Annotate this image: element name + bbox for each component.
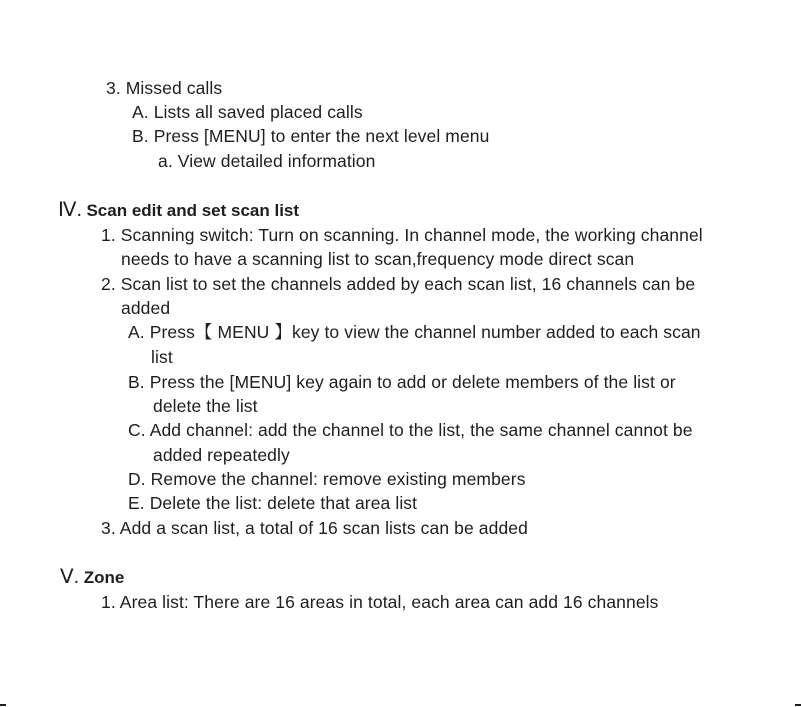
scan-sub-c-line-1: C. Add channel: add the channel to the list, the same channel cannot be: [128, 420, 693, 440]
scan-item-1-line-2: needs to have a scanning list to scan,frequency mode direct scan: [121, 249, 635, 269]
scan-sub-b-line-1: B. Press the [MENU] key again to add or delete members of the list or: [128, 372, 676, 392]
scan-sub-d: D. Remove the channel: remove existing members: [128, 469, 526, 489]
section-5-numeral: Ⅴ.: [60, 566, 80, 588]
scan-item-2-line-1: 2. Scan list to set the channels added by each scan list, 16 channels can be: [101, 274, 696, 294]
section-4-heading: [58, 199, 299, 223]
section-4-numeral: Ⅳ.: [58, 199, 83, 221]
missed-calls-item-b-a: a. View detailed information: [158, 151, 376, 171]
missed-calls-item-a: A. Lists all saved placed calls: [132, 102, 363, 122]
crop-mark-left: [0, 704, 6, 706]
scan-item-3: 3. Add a scan list, a total of 16 scan lists can be added: [101, 518, 528, 538]
section-5-heading: [60, 566, 124, 590]
missed-calls-item-b: B. Press [MENU] to enter the next level menu: [132, 126, 490, 146]
missed-calls-heading: 3. Missed calls: [106, 78, 223, 98]
section-5-title: Zone: [83, 568, 125, 587]
section-4-title: Scan edit and set scan list: [86, 201, 300, 220]
scan-sub-e: E. Delete the list: delete that area list: [128, 493, 418, 513]
zone-item-1: 1. Area list: There are 16 areas in total, each area can add 16 channels: [101, 592, 659, 612]
scan-sub-c-line-2: added repeatedly: [153, 445, 290, 465]
crop-mark-right: [795, 704, 801, 706]
scan-sub-a-line-1: A. Press【 MENU 】key to view the channel number added to each scan: [128, 322, 701, 342]
scan-item-1-line-1: 1. Scanning switch: Turn on scanning. In channel mode, the working channel: [101, 225, 703, 245]
page-bottom-edge: [0, 704, 801, 706]
scan-item-2-line-2: added: [121, 298, 171, 318]
scan-sub-b-line-2: delete the list: [153, 396, 258, 416]
scan-sub-a-line-2: list: [151, 347, 173, 367]
